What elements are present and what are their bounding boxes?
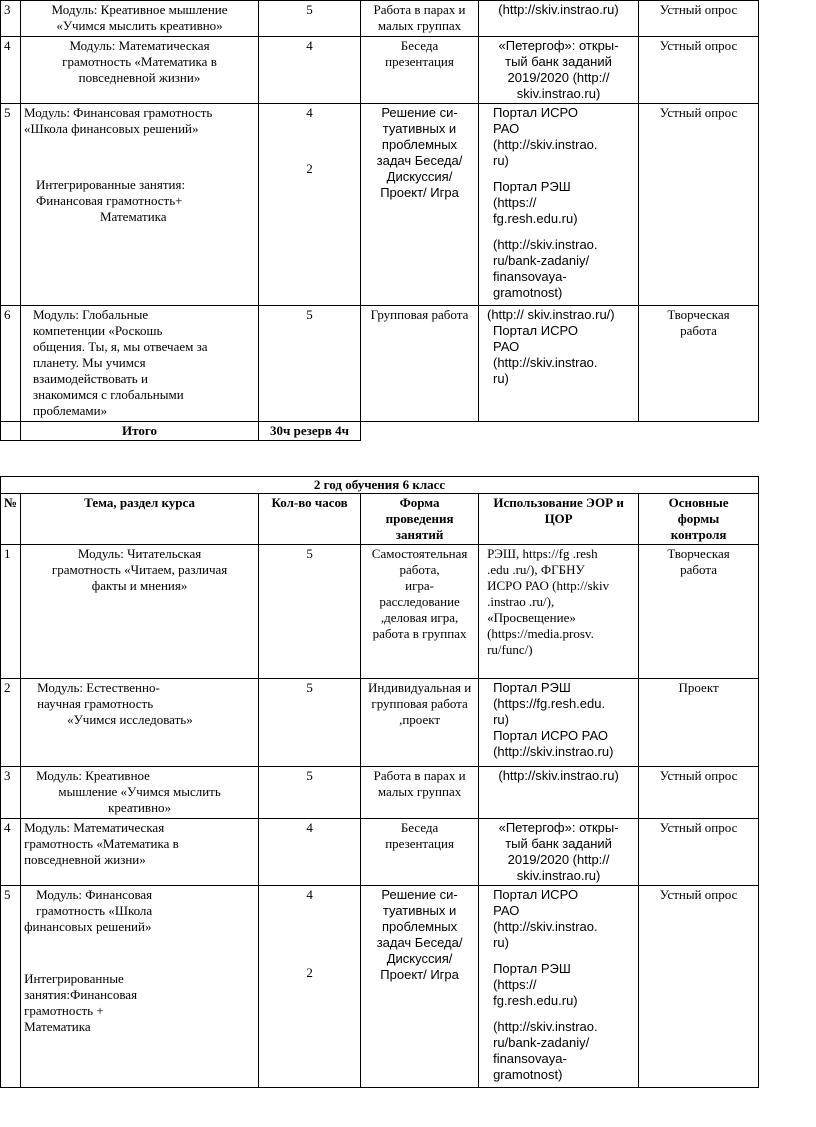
topic-cell: Модуль: Креативное мышление «Учимся мыслить креативно» bbox=[21, 1, 259, 37]
control-cell: Устный опрос bbox=[639, 37, 759, 104]
row-number: 4 bbox=[1, 37, 21, 104]
topic-cell: Модуль: Финансовая грамотность «Школа финансовых решений» Интегрированные занятия:Финансовая грамотность + Математика bbox=[21, 886, 259, 1088]
control-cell: Устный опрос bbox=[639, 819, 759, 886]
form-cell: Самостоятельная работа, игра- расследование ,деловая игра, работа в группах bbox=[361, 545, 479, 679]
table-row bbox=[1, 306, 759, 422]
form-cell: Решение си- туативных и проблемных задач Беседа/ Дискуссия/ Проект/ Игра bbox=[361, 104, 479, 306]
hours-cell: 4 2 bbox=[259, 104, 361, 306]
header-num: № bbox=[1, 494, 21, 545]
row-number: 2 bbox=[1, 679, 21, 767]
row-number: 3 bbox=[1, 767, 21, 819]
table-title: 2 год обучения 6 класс bbox=[1, 477, 759, 494]
topic-cell: Модуль: Глобальные компетенции «Роскошь общения. Ты, я, мы отвечаем за планету. Мы учимся взаимодействовать и знакомимся с глобальными проблемами» bbox=[21, 306, 259, 422]
topic-cell: Модуль: Финансовая грамотность «Школа финансовых решений» Интегрированные занятия: Финансовая грамотность+ Математика bbox=[21, 104, 259, 306]
control-cell: Проект bbox=[639, 679, 759, 767]
resources-cell: Портал ИСРО РАО (http://skiv.instrao. ru) Портал РЭШ (https:// fg.resh.edu.ru) (http://skiv.instrao. ru/bank-zadaniy/ finansovaya- gramotnost) bbox=[479, 886, 639, 1088]
control-cell: Творческая работа bbox=[639, 545, 759, 679]
hours-cell: 5 bbox=[259, 1, 361, 37]
row-number: 3 bbox=[1, 1, 21, 37]
form-cell: Работа в парах и малых группах bbox=[361, 767, 479, 819]
table-row bbox=[1, 819, 759, 886]
row-number: 4 bbox=[1, 819, 21, 886]
hours-cell: 5 bbox=[259, 545, 361, 679]
hours-cell: 5 bbox=[259, 767, 361, 819]
resources-cell: (http://skiv.instrao.ru) bbox=[479, 767, 639, 819]
form-cell: Групповая работа bbox=[361, 306, 479, 422]
curriculum-table-year1-continued bbox=[0, 0, 759, 441]
table-row bbox=[1, 767, 759, 819]
control-cell: Устный опрос bbox=[639, 1, 759, 37]
resources-cell: (http:// skiv.instrao.ru/) Портал ИСРО РАО (http://skiv.instrao. ru) bbox=[479, 306, 639, 422]
form-cell: Индивидуальная и групповая работа ,проект bbox=[361, 679, 479, 767]
control-cell: Устный опрос bbox=[639, 767, 759, 819]
control-cell: Творческая работа bbox=[639, 306, 759, 422]
row-number: 1 bbox=[1, 545, 21, 679]
form-cell: Работа в парах и малых группах bbox=[361, 1, 479, 37]
header-row bbox=[1, 494, 759, 545]
topic-cell: Модуль: Математическая грамотность «Математика в повседневной жизни» bbox=[21, 819, 259, 886]
topic-cell: Модуль: Естественно- научная грамотность «Учимся исследовать» bbox=[21, 679, 259, 767]
hours-cell: 4 bbox=[259, 819, 361, 886]
control-cell: Устный опрос bbox=[639, 886, 759, 1088]
form-cell: Беседа презентация bbox=[361, 37, 479, 104]
topic-cell: Модуль: Читательская грамотность «Читаем, различая факты и мнения» bbox=[21, 545, 259, 679]
hours-cell: 5 bbox=[259, 679, 361, 767]
row-number: 5 bbox=[1, 104, 21, 306]
table-row bbox=[1, 545, 759, 679]
resources-cell: «Петергоф»: откры- тый банк заданий 2019/2020 (http:// skiv.instrao.ru) bbox=[479, 37, 639, 104]
control-cell: Устный опрос bbox=[639, 104, 759, 306]
form-cell: Решение си- туативных и проблемных задач Беседа/ Дискуссия/ Проект/ Игра bbox=[361, 886, 479, 1088]
table-row bbox=[1, 886, 759, 1088]
resources-cell: «Петергоф»: откры- тый банк заданий 2019/2020 (http:// skiv.instrao.ru) bbox=[479, 819, 639, 886]
header-form: Форма проведения занятий bbox=[361, 494, 479, 545]
row-number: 6 bbox=[1, 306, 21, 422]
header-hours: Кол-во часов bbox=[259, 494, 361, 545]
total-label: Итого bbox=[21, 422, 259, 441]
total-value: 30ч резерв 4ч bbox=[259, 422, 361, 441]
resources-cell: Портал ИСРО РАО (http://skiv.instrao. ru) Портал РЭШ (https:// fg.resh.edu.ru) (http://skiv.instrao. ru/bank-zadaniy/ finansovaya- gramotnost) bbox=[479, 104, 639, 306]
table-row bbox=[1, 679, 759, 767]
header-topic: Тема, раздел курса bbox=[21, 494, 259, 545]
table-row bbox=[1, 104, 759, 306]
table-row bbox=[1, 1, 759, 37]
table-title-row bbox=[1, 477, 759, 494]
hours-cell: 4 2 bbox=[259, 886, 361, 1088]
resources-cell: РЭШ, https://fg .resh .edu .ru/), ФГБНУ ИСРО РАО (http://skiv .instrao .ru/), «Просвещение» (https://media.prosv. ru/func/) bbox=[479, 545, 639, 679]
topic-cell: Модуль: Математическая грамотность «Математика в повседневной жизни» bbox=[21, 37, 259, 104]
total-row bbox=[1, 422, 759, 441]
hours-cell: 5 bbox=[259, 306, 361, 422]
table-row bbox=[1, 37, 759, 104]
hours-cell: 4 bbox=[259, 37, 361, 104]
resources-cell: (http://skiv.instrao.ru) bbox=[479, 1, 639, 37]
topic-cell: Модуль: Креативное мышление «Учимся мыслить креативно» bbox=[21, 767, 259, 819]
header-control: Основные формы контроля bbox=[639, 494, 759, 545]
resources-cell: Портал РЭШ (https://fg.resh.edu. ru) Портал ИСРО РАО (http://skiv.instrao.ru) bbox=[479, 679, 639, 767]
header-resources: Использование ЭОР и ЦОР bbox=[479, 494, 639, 545]
form-cell: Беседа презентация bbox=[361, 819, 479, 886]
curriculum-table-year2 bbox=[0, 476, 759, 1088]
row-number: 5 bbox=[1, 886, 21, 1088]
